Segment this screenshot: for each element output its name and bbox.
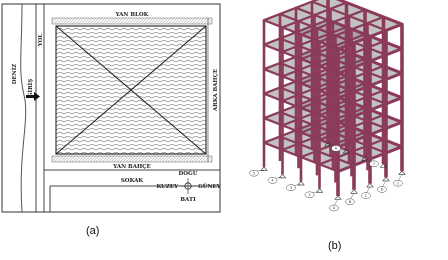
axis-bubble-label: 4	[271, 178, 274, 183]
support-icon	[383, 177, 390, 181]
support-icon	[261, 167, 268, 171]
side-block-band	[52, 18, 212, 24]
axis-bubble-label: C	[364, 193, 368, 198]
axis-bubble-label: 6	[334, 146, 338, 151]
axis-bubble-label: 2	[308, 193, 311, 197]
compass-north: KUZEY	[156, 184, 178, 190]
axis-bubble-label: 5	[252, 171, 256, 176]
label-sokak: SOKAK	[120, 178, 144, 184]
side-garden-band	[52, 156, 212, 162]
label-yol: YOL	[38, 33, 44, 47]
label-giris: GİRİŞ	[28, 78, 34, 98]
support-icon	[279, 174, 286, 178]
label-yan-blok: YAN BLOK	[115, 12, 149, 18]
support-icon	[367, 184, 374, 188]
label-yan-bahce: YAN BAHÇE	[113, 164, 151, 170]
support-icon	[399, 171, 406, 175]
site-plan	[2, 4, 221, 237]
compass-west: BATI	[180, 197, 196, 203]
caption-b: (b)	[328, 240, 342, 252]
axis-bubble-label: D	[380, 187, 384, 192]
axis-bubble-label: 7	[372, 162, 376, 166]
axis-bubble-label: 3	[289, 185, 293, 190]
label-deniz: DENİZ	[12, 63, 18, 85]
axis-bubble-label: A	[332, 206, 336, 211]
support-icon	[316, 189, 323, 193]
compass-east: DOĞU	[178, 171, 198, 177]
support-icon	[335, 196, 342, 200]
axis-bubble-label: B	[348, 200, 352, 204]
axis-bubble-label: 1	[396, 181, 400, 186]
label-arka-bahce: ARKA BAHÇE	[213, 68, 219, 112]
caption-a: (a)	[86, 225, 100, 237]
support-icon	[351, 190, 358, 194]
compass-south: GÜNEY	[198, 184, 221, 190]
support-icon	[298, 182, 305, 186]
